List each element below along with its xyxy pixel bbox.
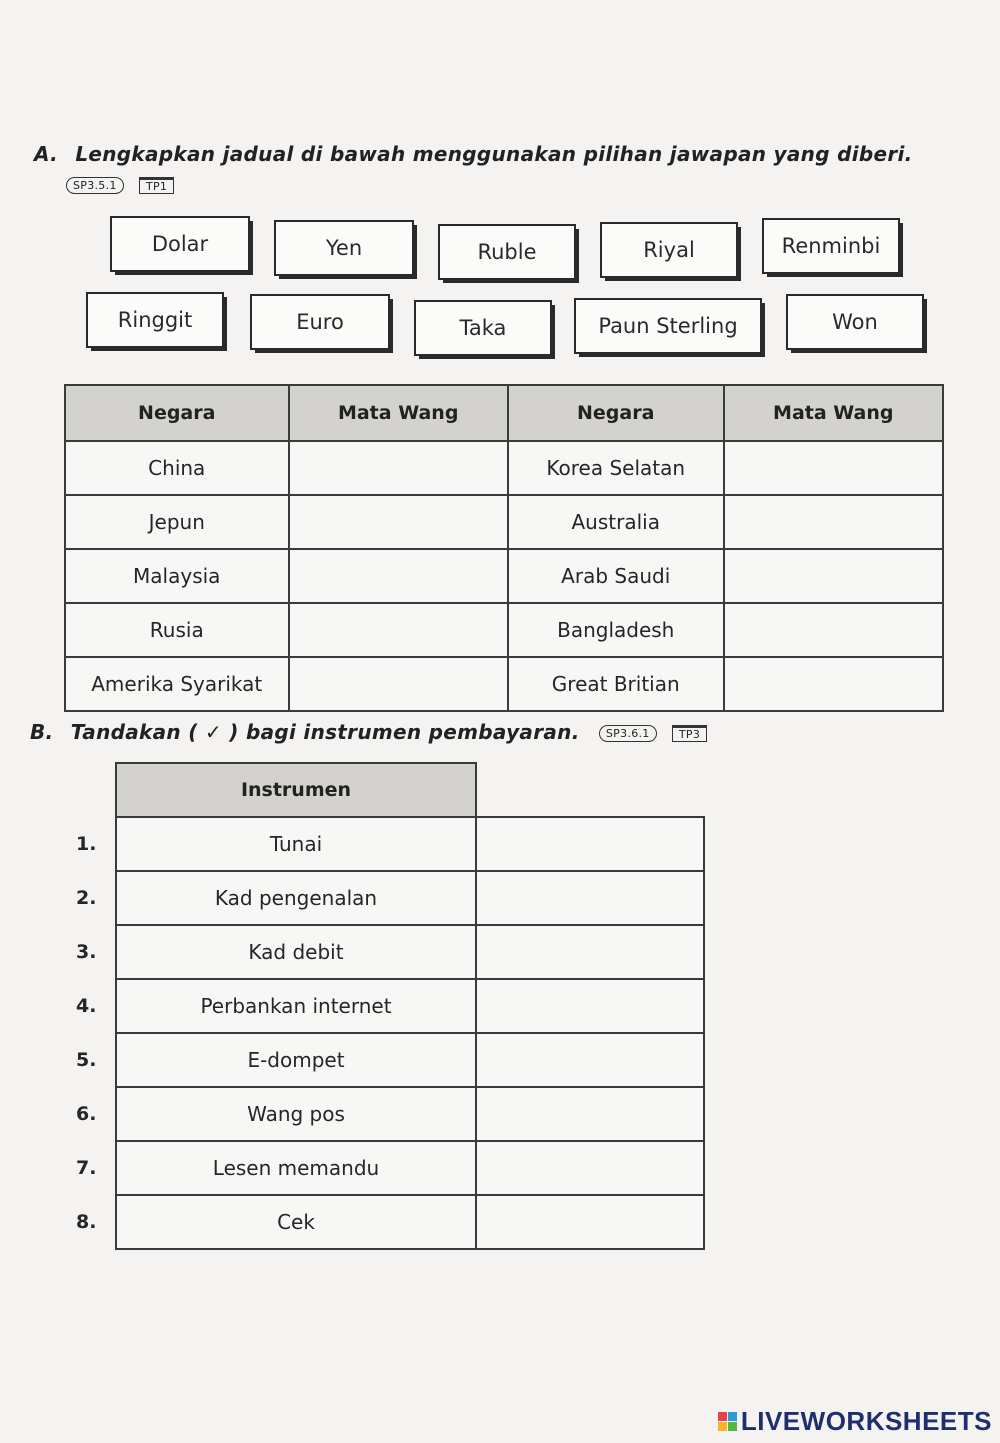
instrument-cell: E-dompet (116, 1033, 476, 1087)
choice-yen[interactable]: Yen (274, 220, 414, 276)
section-a-letter: A. (34, 142, 59, 166)
choice-dolar[interactable]: Dolar (110, 216, 250, 272)
item-number: 7. (76, 1157, 97, 1179)
country-cell: Jepun (65, 495, 289, 549)
section-b-heading (30, 720, 707, 744)
country-cell: Australia (508, 495, 724, 549)
table-row (72, 1087, 704, 1141)
instrument-cell: Lesen memandu (116, 1141, 476, 1195)
number-header (72, 763, 116, 817)
choice-won[interactable]: Won (786, 294, 924, 350)
section-a-tags (66, 172, 174, 196)
liveworksheets-logo-icon (718, 1412, 737, 1431)
item-number: 5. (76, 1049, 97, 1071)
logo-square (728, 1412, 737, 1421)
section-a-code: SP3.5.1 (66, 177, 124, 194)
table-row (65, 549, 943, 603)
liveworksheets-watermark (718, 1406, 992, 1437)
section-b-letter: B. (30, 720, 54, 744)
tick-answer-cell[interactable] (476, 925, 704, 979)
table-row (72, 925, 704, 979)
header-mata-wang-1: Mata Wang (289, 385, 508, 441)
currency-table (64, 384, 944, 712)
instrument-cell: Wang pos (116, 1087, 476, 1141)
tick-answer-cell[interactable] (476, 871, 704, 925)
instrument-cell: Tunai (116, 817, 476, 871)
table-row (65, 441, 943, 495)
logo-square (718, 1412, 727, 1421)
tick-answer-cell[interactable] (476, 817, 704, 871)
item-number: 4. (76, 995, 97, 1017)
table-row (72, 1141, 704, 1195)
instrument-cell: Kad debit (116, 925, 476, 979)
table-row (72, 817, 704, 871)
currency-answer-cell[interactable] (724, 549, 943, 603)
table-row (72, 979, 704, 1033)
item-number: 3. (76, 941, 97, 963)
item-number: 2. (76, 887, 97, 909)
payment-instrument-table (72, 762, 705, 1250)
tick-answer-cell[interactable] (476, 979, 704, 1033)
table-row (72, 1033, 704, 1087)
section-a-heading (34, 142, 964, 166)
table-row (65, 657, 943, 711)
tick-header (476, 763, 704, 817)
logo-square (718, 1422, 727, 1431)
currency-answer-cell[interactable] (289, 603, 508, 657)
header-mata-wang-2: Mata Wang (724, 385, 943, 441)
tick-answer-cell[interactable] (476, 1141, 704, 1195)
country-cell: China (65, 441, 289, 495)
country-cell: Korea Selatan (508, 441, 724, 495)
currency-answer-cell[interactable] (724, 495, 943, 549)
tick-answer-cell[interactable] (476, 1195, 704, 1249)
choice-riyal[interactable]: Riyal (600, 222, 738, 278)
currency-answer-cell[interactable] (289, 495, 508, 549)
currency-answer-cell[interactable] (724, 603, 943, 657)
country-cell: Amerika Syarikat (65, 657, 289, 711)
choice-euro[interactable]: Euro (250, 294, 390, 350)
instrument-cell: Cek (116, 1195, 476, 1249)
country-cell: Great Britian (508, 657, 724, 711)
tick-answer-cell[interactable] (476, 1087, 704, 1141)
currency-answer-cell[interactable] (289, 441, 508, 495)
currency-answer-cell[interactable] (289, 549, 508, 603)
table-row (65, 603, 943, 657)
logo-square (728, 1422, 737, 1431)
country-cell: Rusia (65, 603, 289, 657)
currency-answer-cell[interactable] (724, 657, 943, 711)
header-negara-2: Negara (508, 385, 724, 441)
currency-answer-cell[interactable] (289, 657, 508, 711)
choice-ringgit[interactable]: Ringgit (86, 292, 224, 348)
choice-renminbi[interactable]: Renminbi (762, 218, 900, 274)
section-b-level: TP3 (672, 725, 707, 742)
header-negara-1: Negara (65, 385, 289, 441)
item-number: 6. (76, 1103, 97, 1125)
section-a-instruction: Lengkapkan jadual di bawah menggunakan pilihan jawapan yang diberi. (75, 142, 913, 166)
item-number: 1. (76, 833, 97, 855)
section-b-code: SP3.6.1 (599, 725, 657, 742)
instrument-cell: Kad pengenalan (116, 871, 476, 925)
currency-table-header (65, 385, 943, 441)
choice-ruble[interactable]: Ruble (438, 224, 576, 280)
country-cell: Bangladesh (508, 603, 724, 657)
instrument-cell: Perbankan internet (116, 979, 476, 1033)
table-row (72, 1195, 704, 1249)
item-number: 8. (76, 1211, 97, 1233)
section-a-level: TP1 (139, 177, 174, 194)
tick-answer-cell[interactable] (476, 1033, 704, 1087)
table-row (65, 495, 943, 549)
choice-taka[interactable]: Taka (414, 300, 552, 356)
country-cell: Malaysia (65, 549, 289, 603)
liveworksheets-text: LIVEWORKSHEETS (740, 1406, 992, 1436)
instrument-table-header (72, 763, 704, 817)
country-cell: Arab Saudi (508, 549, 724, 603)
choice-paun-sterling[interactable]: Paun Sterling (574, 298, 762, 354)
currency-answer-cell[interactable] (724, 441, 943, 495)
header-instrumen: Instrumen (116, 763, 476, 817)
table-row (72, 871, 704, 925)
section-b-instruction: Tandakan ( ✓ ) bagi instrumen pembayaran. (70, 720, 580, 744)
